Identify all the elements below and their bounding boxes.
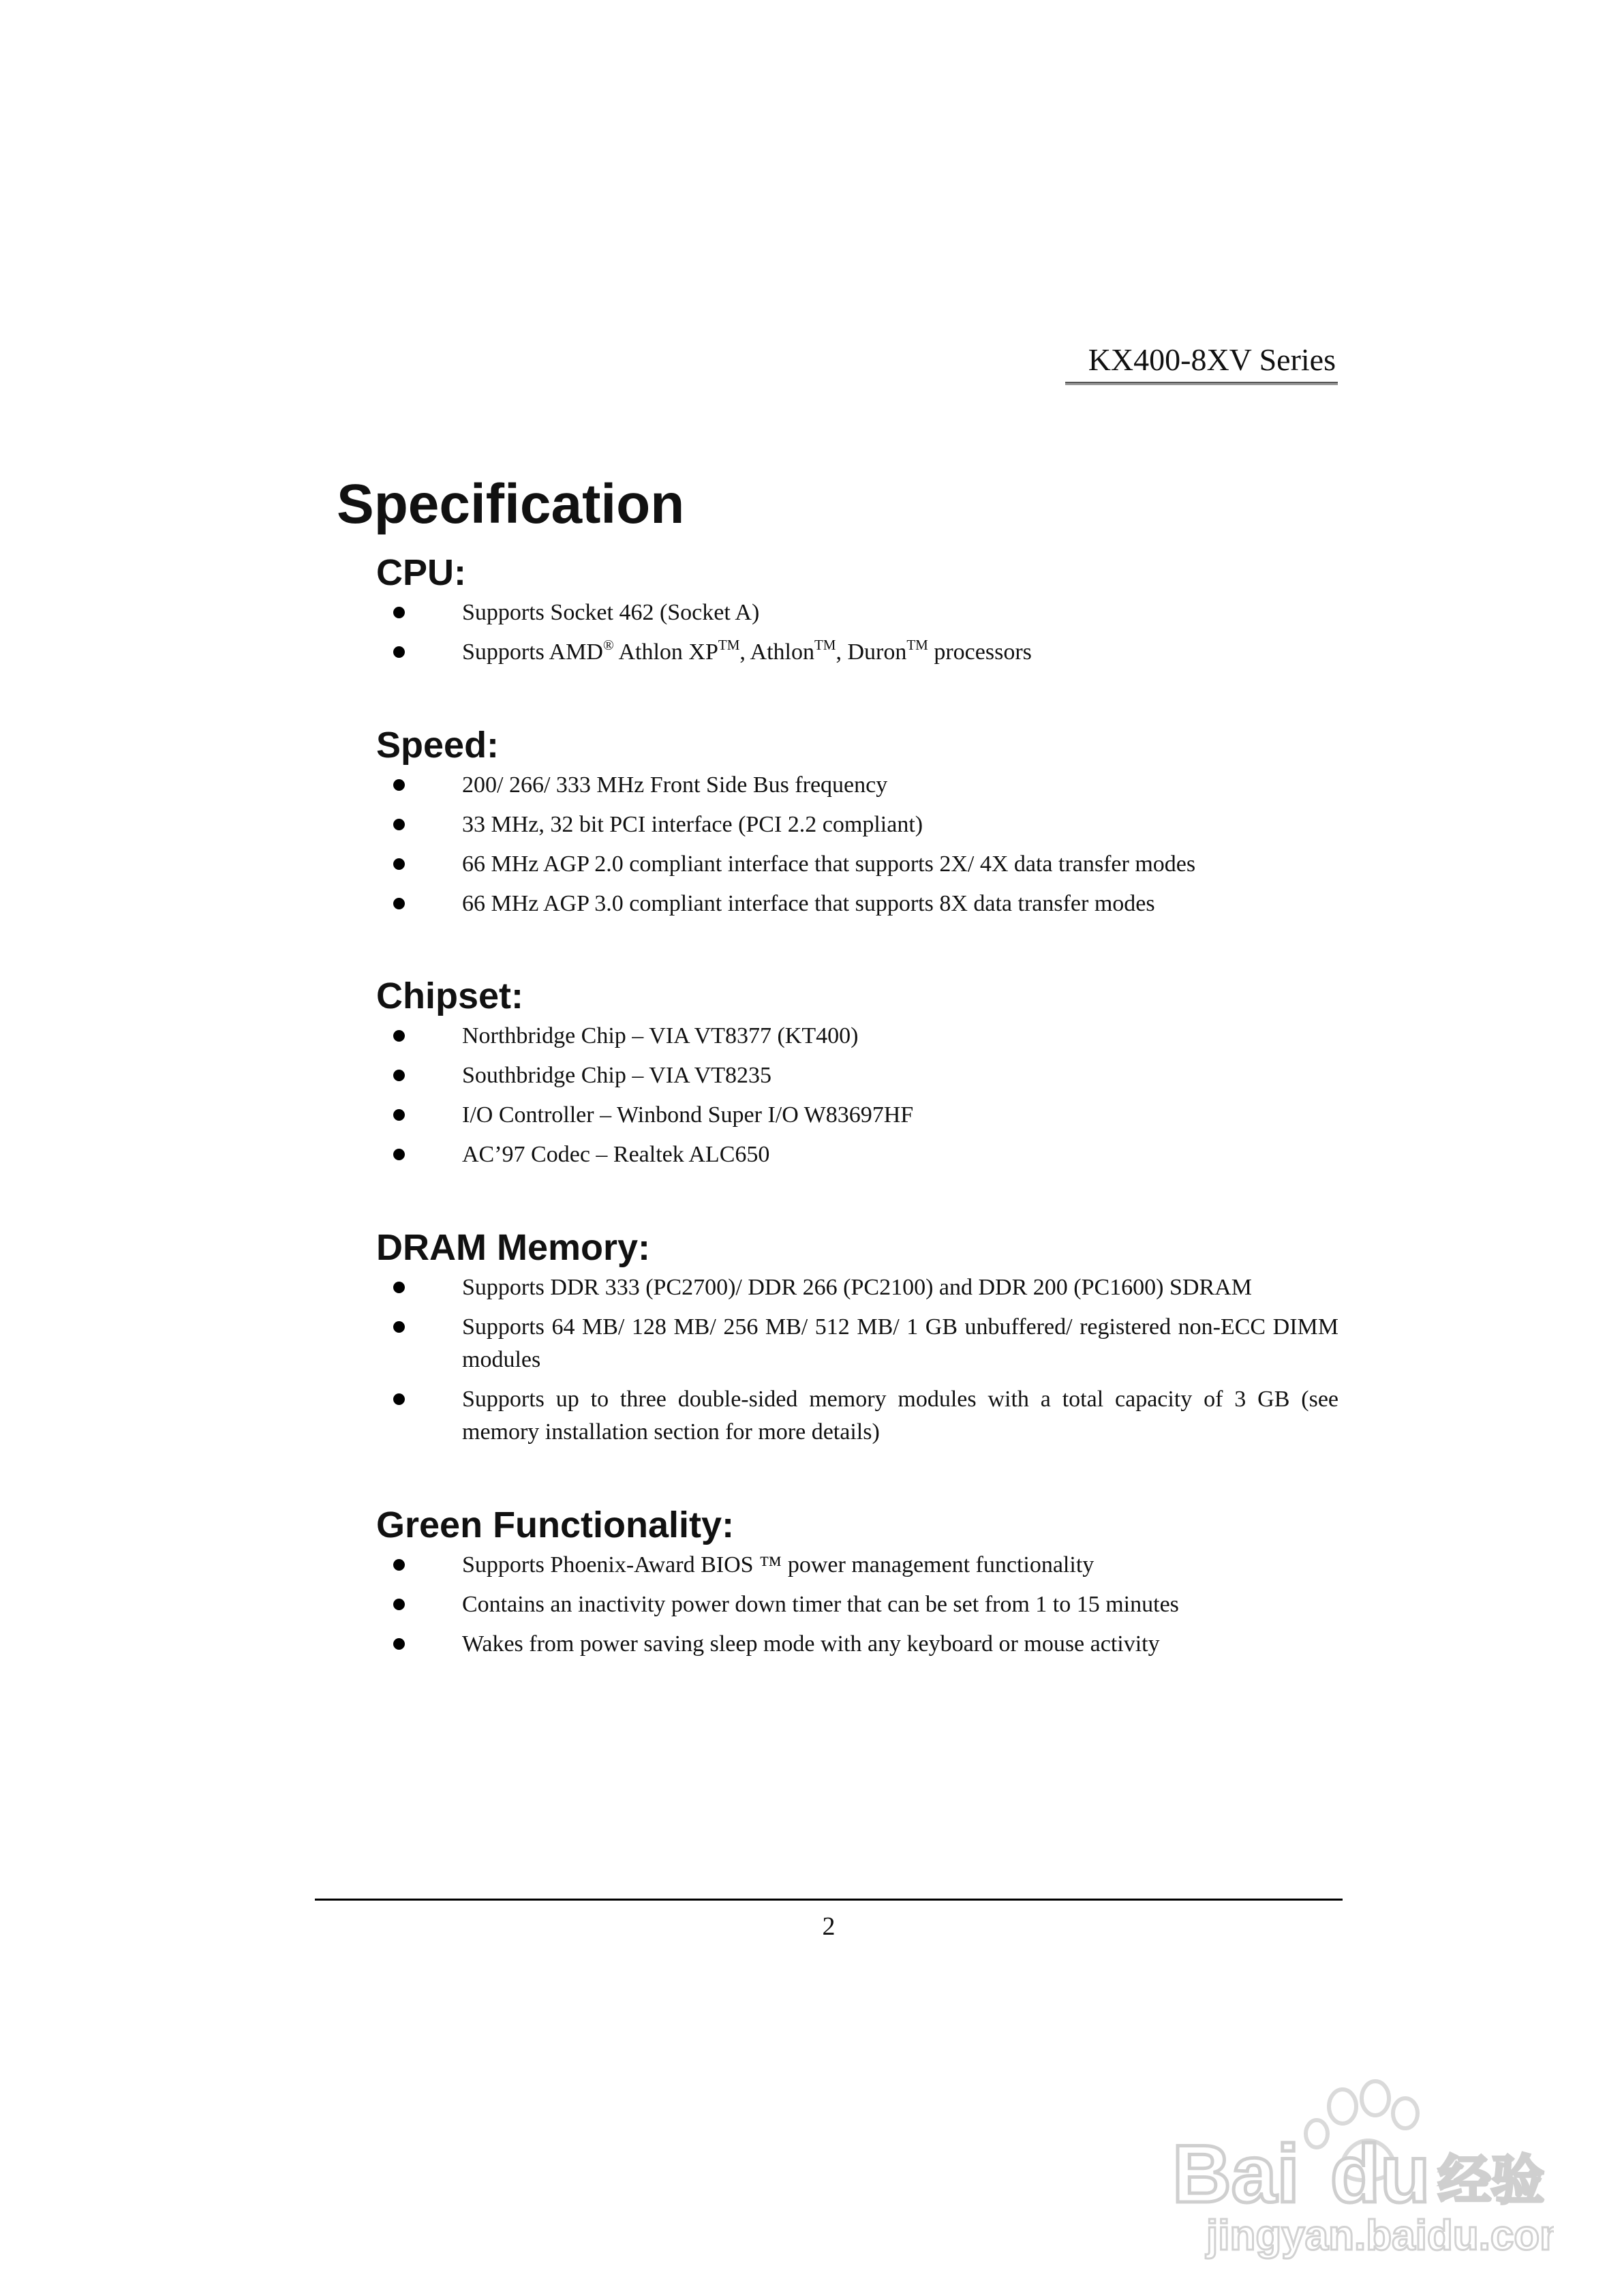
list-item — [376, 809, 1338, 841]
section-cpu — [376, 549, 1338, 676]
page-number: 2 — [822, 1912, 836, 1941]
footer-rule — [315, 1899, 1343, 1901]
item-text: 200/ 266/ 333 MHz Front Side Bus frequency — [462, 772, 888, 798]
bullet-icon — [393, 1070, 405, 1081]
section-speed — [376, 721, 1338, 927]
item-text: 66 MHz AGP 3.0 compliant interface that supports 8X data transfer modes — [462, 891, 1155, 916]
bullet-list — [376, 769, 1338, 920]
list-item — [376, 848, 1338, 881]
list-item — [376, 1059, 1338, 1092]
svg-text:Bai: Bai — [1172, 2128, 1300, 2220]
item-text: Supports AMD® Athlon XP™, Athlon™, Duron™ processors — [462, 637, 1032, 665]
list-item — [376, 1099, 1338, 1132]
series-header: KX400-8XV Series — [1088, 342, 1336, 377]
section-chipset — [376, 972, 1338, 1178]
item-text: Supports Phoenix-Award BIOS ™ power management functionality — [462, 1552, 1095, 1577]
list-item — [376, 596, 1338, 629]
bullet-icon — [393, 1599, 405, 1610]
bullet-icon — [393, 1109, 405, 1121]
section-heading: CPU: — [376, 552, 466, 593]
list-item — [376, 769, 1338, 802]
item-text: 66 MHz AGP 2.0 compliant interface that supports 2X/ 4X data transfer modes — [462, 851, 1196, 877]
item-text: Northbridge Chip – VIA VT8377 (KT400) — [462, 1023, 859, 1048]
bullet-list — [376, 1020, 1338, 1171]
bullet-icon — [393, 1149, 405, 1160]
bullet-list — [376, 1271, 1338, 1449]
bullet-icon — [393, 1321, 405, 1333]
bullet-icon — [393, 1282, 405, 1293]
section-heading: Speed: — [376, 725, 500, 766]
header-rule — [1065, 382, 1338, 385]
list-item — [376, 1383, 1338, 1449]
item-text: 33 MHz, 32 bit PCI interface (PCI 2.2 compliant) — [462, 812, 923, 837]
item-text: Wakes from power saving sleep mode with any keyboard or mouse activity — [462, 1631, 1160, 1657]
bullet-icon — [393, 1638, 405, 1650]
list-item — [376, 1549, 1338, 1582]
bullet-list — [376, 596, 1338, 669]
baidu-paw-logo-icon — [1159, 2066, 1554, 2270]
bullet-icon — [393, 1393, 405, 1405]
page-title: Specification — [337, 473, 685, 535]
section-heading: DRAM Memory: — [376, 1227, 651, 1268]
list-item — [376, 1020, 1338, 1053]
item-text: Supports DDR 333 (PC2700)/ DDR 266 (PC2100) and DDR 200 (PC1600) SDRAM — [462, 1275, 1252, 1300]
list-item — [376, 1628, 1338, 1661]
item-text: Southbridge Chip – VIA VT8235 — [462, 1063, 771, 1088]
baidu-jingyan-watermark — [1159, 2066, 1554, 2270]
bullet-icon — [393, 646, 405, 658]
bullet-icon — [393, 858, 405, 870]
item-text: AC’97 Codec – Realtek ALC650 — [462, 1142, 770, 1167]
list-item — [376, 888, 1338, 920]
item-text: I/O Controller – Winbond Super I/O W83697HF — [462, 1102, 914, 1128]
bullet-icon — [393, 1030, 405, 1042]
item-text: Contains an inactivity power down timer that can be set from 1 to 15 minutes — [462, 1592, 1179, 1617]
section-dram-memory — [376, 1224, 1338, 1455]
item-text: Supports 64 MB/ 128 MB/ 256 MB/ 512 MB/ 1 GB unbuffered/ registered non-ECC DIMM modules — [462, 1314, 1338, 1372]
list-item — [376, 1138, 1338, 1171]
section-heading: Green Functionality: — [376, 1505, 735, 1545]
svg-text:du: du — [1330, 2128, 1430, 2220]
section-green-functionality — [376, 1501, 1338, 1667]
section-heading: Chipset: — [376, 976, 523, 1016]
svg-text:jingyan.baidu.com: jingyan.baidu.com — [1206, 2212, 1554, 2259]
bullet-icon — [393, 607, 405, 618]
item-text: Supports Socket 462 (Socket A) — [462, 600, 760, 625]
list-item — [376, 1271, 1338, 1304]
bullet-icon — [393, 1559, 405, 1571]
bullet-list — [376, 1549, 1338, 1661]
bullet-icon — [393, 898, 405, 909]
list-item — [376, 1311, 1338, 1376]
list-item — [376, 636, 1338, 669]
bullet-icon — [393, 779, 405, 791]
item-text: Supports up to three double-sided memory modules with a total capacity of 3 GB (see memory installation section for more details) — [462, 1387, 1338, 1445]
bullet-icon — [393, 819, 405, 830]
list-item — [376, 1588, 1338, 1621]
svg-text:经验: 经验 — [1438, 2150, 1545, 2211]
